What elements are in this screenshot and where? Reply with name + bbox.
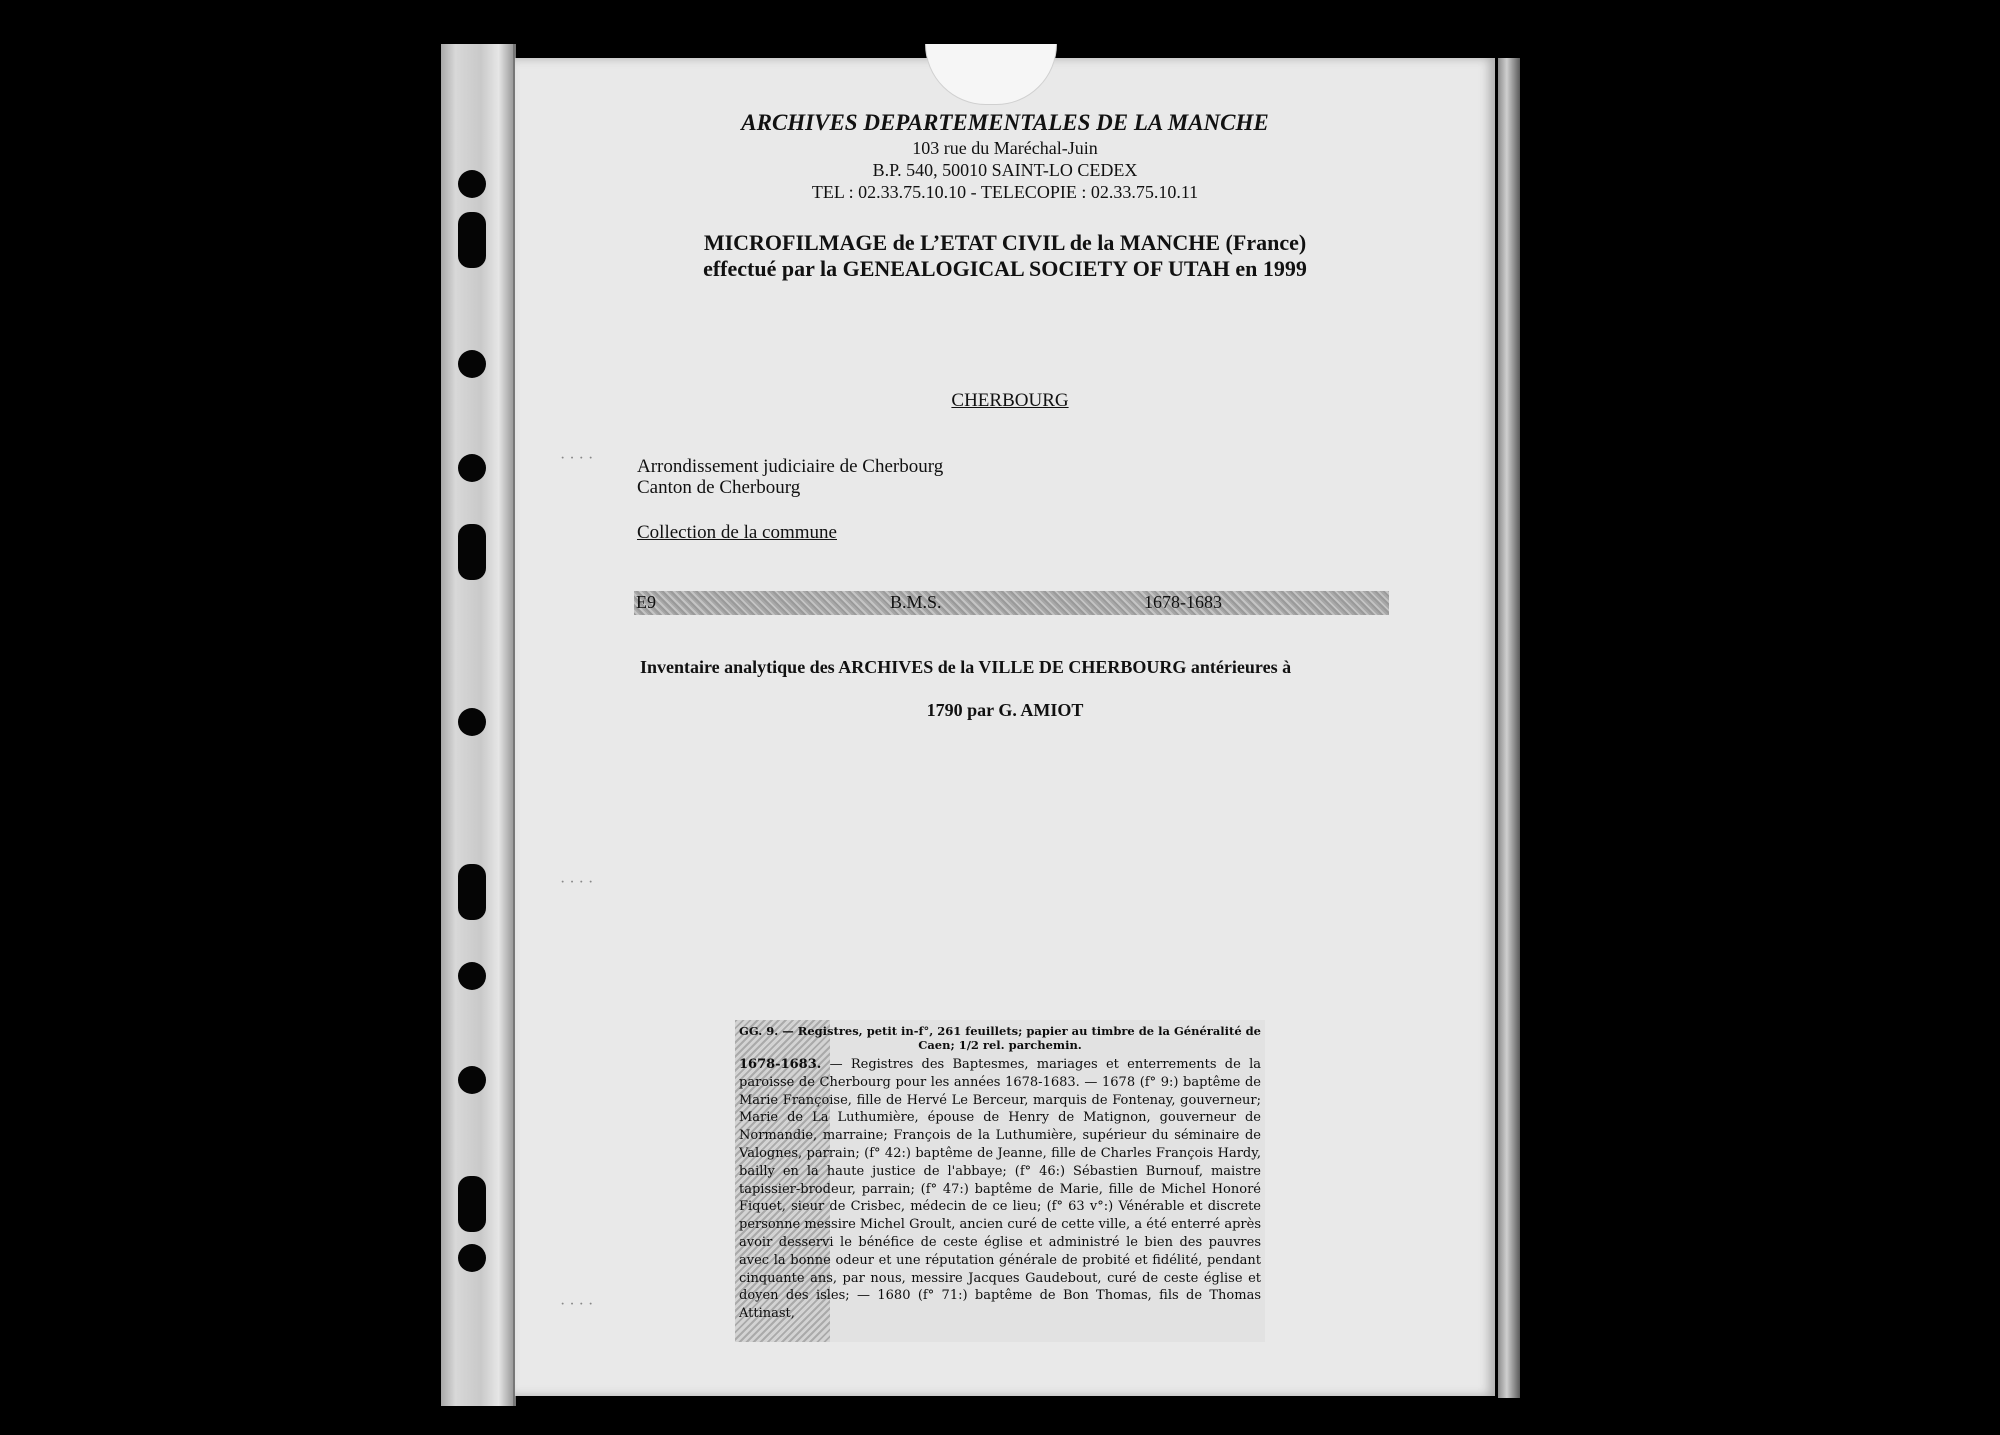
record-code: E9 [636,592,656,612]
project-title: MICROFILMAGE de L’ETAT CIVIL de la MANCHE (France) [703,230,1307,255]
punch-slot [458,864,486,920]
scan-specks: · · · · [560,1296,594,1313]
punch-slot [458,1176,486,1232]
address-line: 103 rue du Maréchal-Juin [912,138,1098,158]
arrondissement-label: Arrondissement judiciaire de Cherbourg [637,456,944,477]
clipping-years: 1678-1683. [739,1057,822,1072]
punch-hole [458,962,486,990]
record-years: 1678-1683 [1144,592,1222,612]
record-type: B.M.S. [890,592,942,612]
sleeve-edge [1498,58,1520,1398]
scan-specks: · · · · [560,874,594,891]
institution-title: ARCHIVES DEPARTEMENTALES DE LA MANCHE [741,110,1269,135]
clipping-header: GG. 9. — Registres, petit in-f°, 261 feuillets; papier au timbre de la Généralité de Caen; 1/2 rel. parchemin. [739,1024,1261,1052]
punch-hole [458,708,486,736]
punch-hole [458,170,486,198]
punch-hole [458,350,486,378]
collection-label: Collection de la commune [637,522,837,543]
punch-slot [458,524,486,580]
punch-hole [458,1244,486,1272]
commune-name: CHERBOURG [951,390,1069,411]
inventory-author: 1790 par G. AMIOT [926,700,1084,720]
clipping-body [735,1052,1265,1323]
binding-strip [441,44,516,1406]
project-subtitle: effectué par la GENEALOGICAL SOCIETY OF UTAH en 1999 [703,256,1307,281]
address-line: B.P. 540, 50010 SAINT-LO CEDEX [872,160,1138,180]
canton-label: Canton de Cherbourg [637,477,801,498]
record-band [634,591,1389,615]
punch-slot [458,212,486,268]
scan-specks: · · · · [560,450,594,467]
clipping-text: — Registres des Baptesmes, mariages et enterrements de la paroisse de Cherbourg pour les années 1678-1683. — 1678 (f° 9:) baptême de Marie Françoise, fille de Hervé Le Berceur, marquis de Fontenay, gouverneur; Marie de La Luthumière, épouse de Henry de Matignon, gouverneur de Normandie, marraine; François de la Luthumière, supérieur du séminaire de Valognes, parrain; (f° 42:) baptême de Jeanne, fille de Charles François Hardy, bailly en la haute justice de l'abbaye; (f° 46:) Sébastien Burnouf, maistre tapissier-brodeur, parrain; (f° 47:) baptême de Marie, fille de Michel Honoré Fiquet, sieur de Crisbec, médecin de ce lieu; (f° 63 v°:) Vénérable et discrete personne messire Michel Groult, ancien curé de cette ville, a été enterré après avoir desservi le bénéfice de ceste église et administré le bien des pauvres avec la bonne odeur et une réputation générale de probité et fidélité, pendant cinquante ans, par nous, messire Jacques Gaudebout, curé de ceste église et doyen des isles; — 1680 (f° 71:) baptême de Bon Thomas, fils de Thomas Attinast, [739,1057,1261,1322]
contact-line: TEL : 02.33.75.10.10 - TELECOPIE : 02.33.75.10.11 [811,182,1199,202]
inventory-clipping [735,1020,1265,1342]
inventory-line: Inventaire analytique des ARCHIVES de la VILLE DE CHERBOURG antérieures à [640,657,1292,677]
punch-hole [458,454,486,482]
punch-hole [458,1066,486,1094]
